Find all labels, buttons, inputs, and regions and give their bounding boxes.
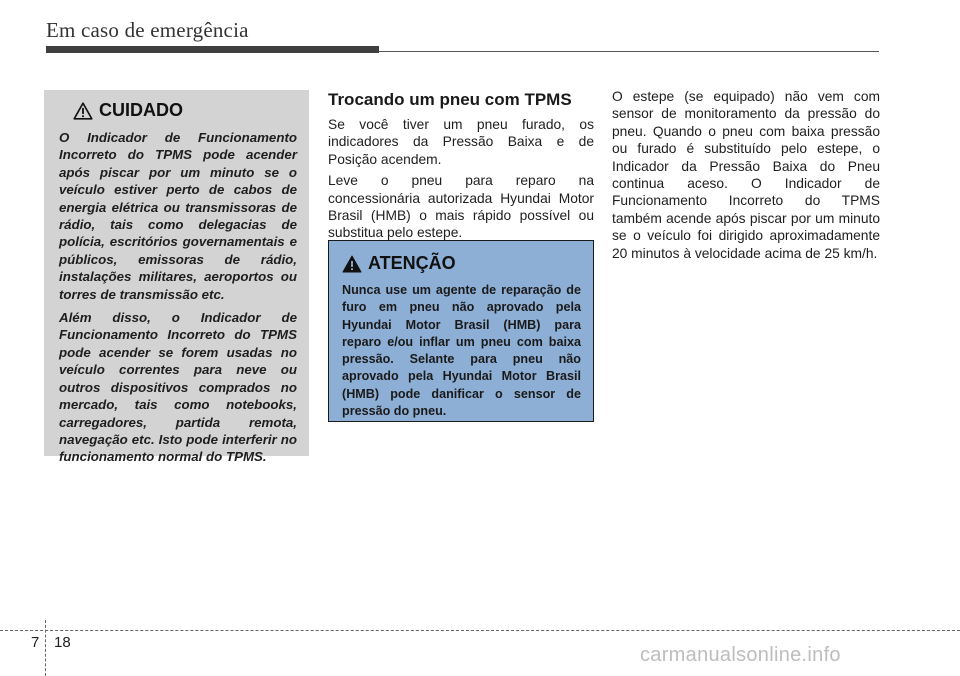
caution-paragraph-2: Além disso, o Indicador de Funcionamento Incorreto do TPMS pode acender se forem usadas no veículo correntes para neve ou outros dispositivos comprados no mercado, tais como notebooks, carregadores, partida remota, navegação etc. Isto pode interferir no funcionamento normal do TPMS. — [59, 310, 297, 465]
footer-vertical-divider — [45, 620, 46, 676]
spare-tire-paragraph: O estepe (se equipado) não vem com sensor de monitoramento da pressão do pneu. Quando o pneu com baixa pressão ou furado é substituído pelo estepe, o Indicador da Pressão Baixa do Pneu continua aceso. O Indicador de Funcionamento Incorreto do TPMS também acende após piscar por um minuto se o veículo foi dirigido aproximadamente 20 minutos à velocidade acima de 25 km/h. — [612, 89, 880, 261]
caution-heading-label: CUIDADO — [99, 100, 183, 120]
header-bar — [46, 46, 379, 53]
page-number: 18 — [54, 634, 71, 651]
section-paragraph-2: Leve o pneu para reparo na concessionária autorizada Hyundai Motor Brasil (HMB) o mais rápido possível ou substitua pelo estepe. — [328, 173, 594, 241]
middle-column — [328, 88, 594, 246]
attention-heading — [342, 253, 581, 274]
header-rule — [379, 51, 879, 52]
attention-box — [328, 240, 594, 422]
caution-paragraph-1: O Indicador de Funcionamento Incorreto do TPMS pode acender após piscar por um minuto se o veículo estiver perto de cabos de energia elétrica ou transmissoras de rádio, tais como delegacias de polícia, escritórios governamentais e públicos, emissoras de rádio, instalações militares, aeroportos ou torres de transmissão etc. — [59, 130, 297, 302]
attention-heading-label: ATENÇÃO — [368, 253, 456, 273]
section-title: Trocando um pneu com TPMS — [328, 90, 572, 109]
right-column — [612, 88, 880, 266]
attention-text: Nunca use um agente de reparação de furo em pneu não aprovado pela Hyundai Motor Brasil (HMB) para reparo e/ou inflar um pneu com baixa pressão. Selante para pneu não aprovado pela Hyundai Motor Brasil (HMB) pode danificar o sensor de pressão do pneu. — [342, 283, 581, 419]
caution-box — [44, 90, 309, 465]
caution-heading — [73, 100, 297, 121]
chapter-title: Em caso de emergência — [46, 18, 249, 42]
footer-divider — [0, 630, 960, 631]
watermark: carmanualsonline.info — [640, 644, 841, 666]
section-paragraph-1: Se você tiver um pneu furado, os indicadores da Pressão Baixa e de Posição acendem. — [328, 117, 594, 167]
warning-triangle-icon — [73, 102, 93, 120]
warning-triangle-filled-icon — [342, 255, 362, 273]
chapter-number: 7 — [31, 634, 40, 651]
